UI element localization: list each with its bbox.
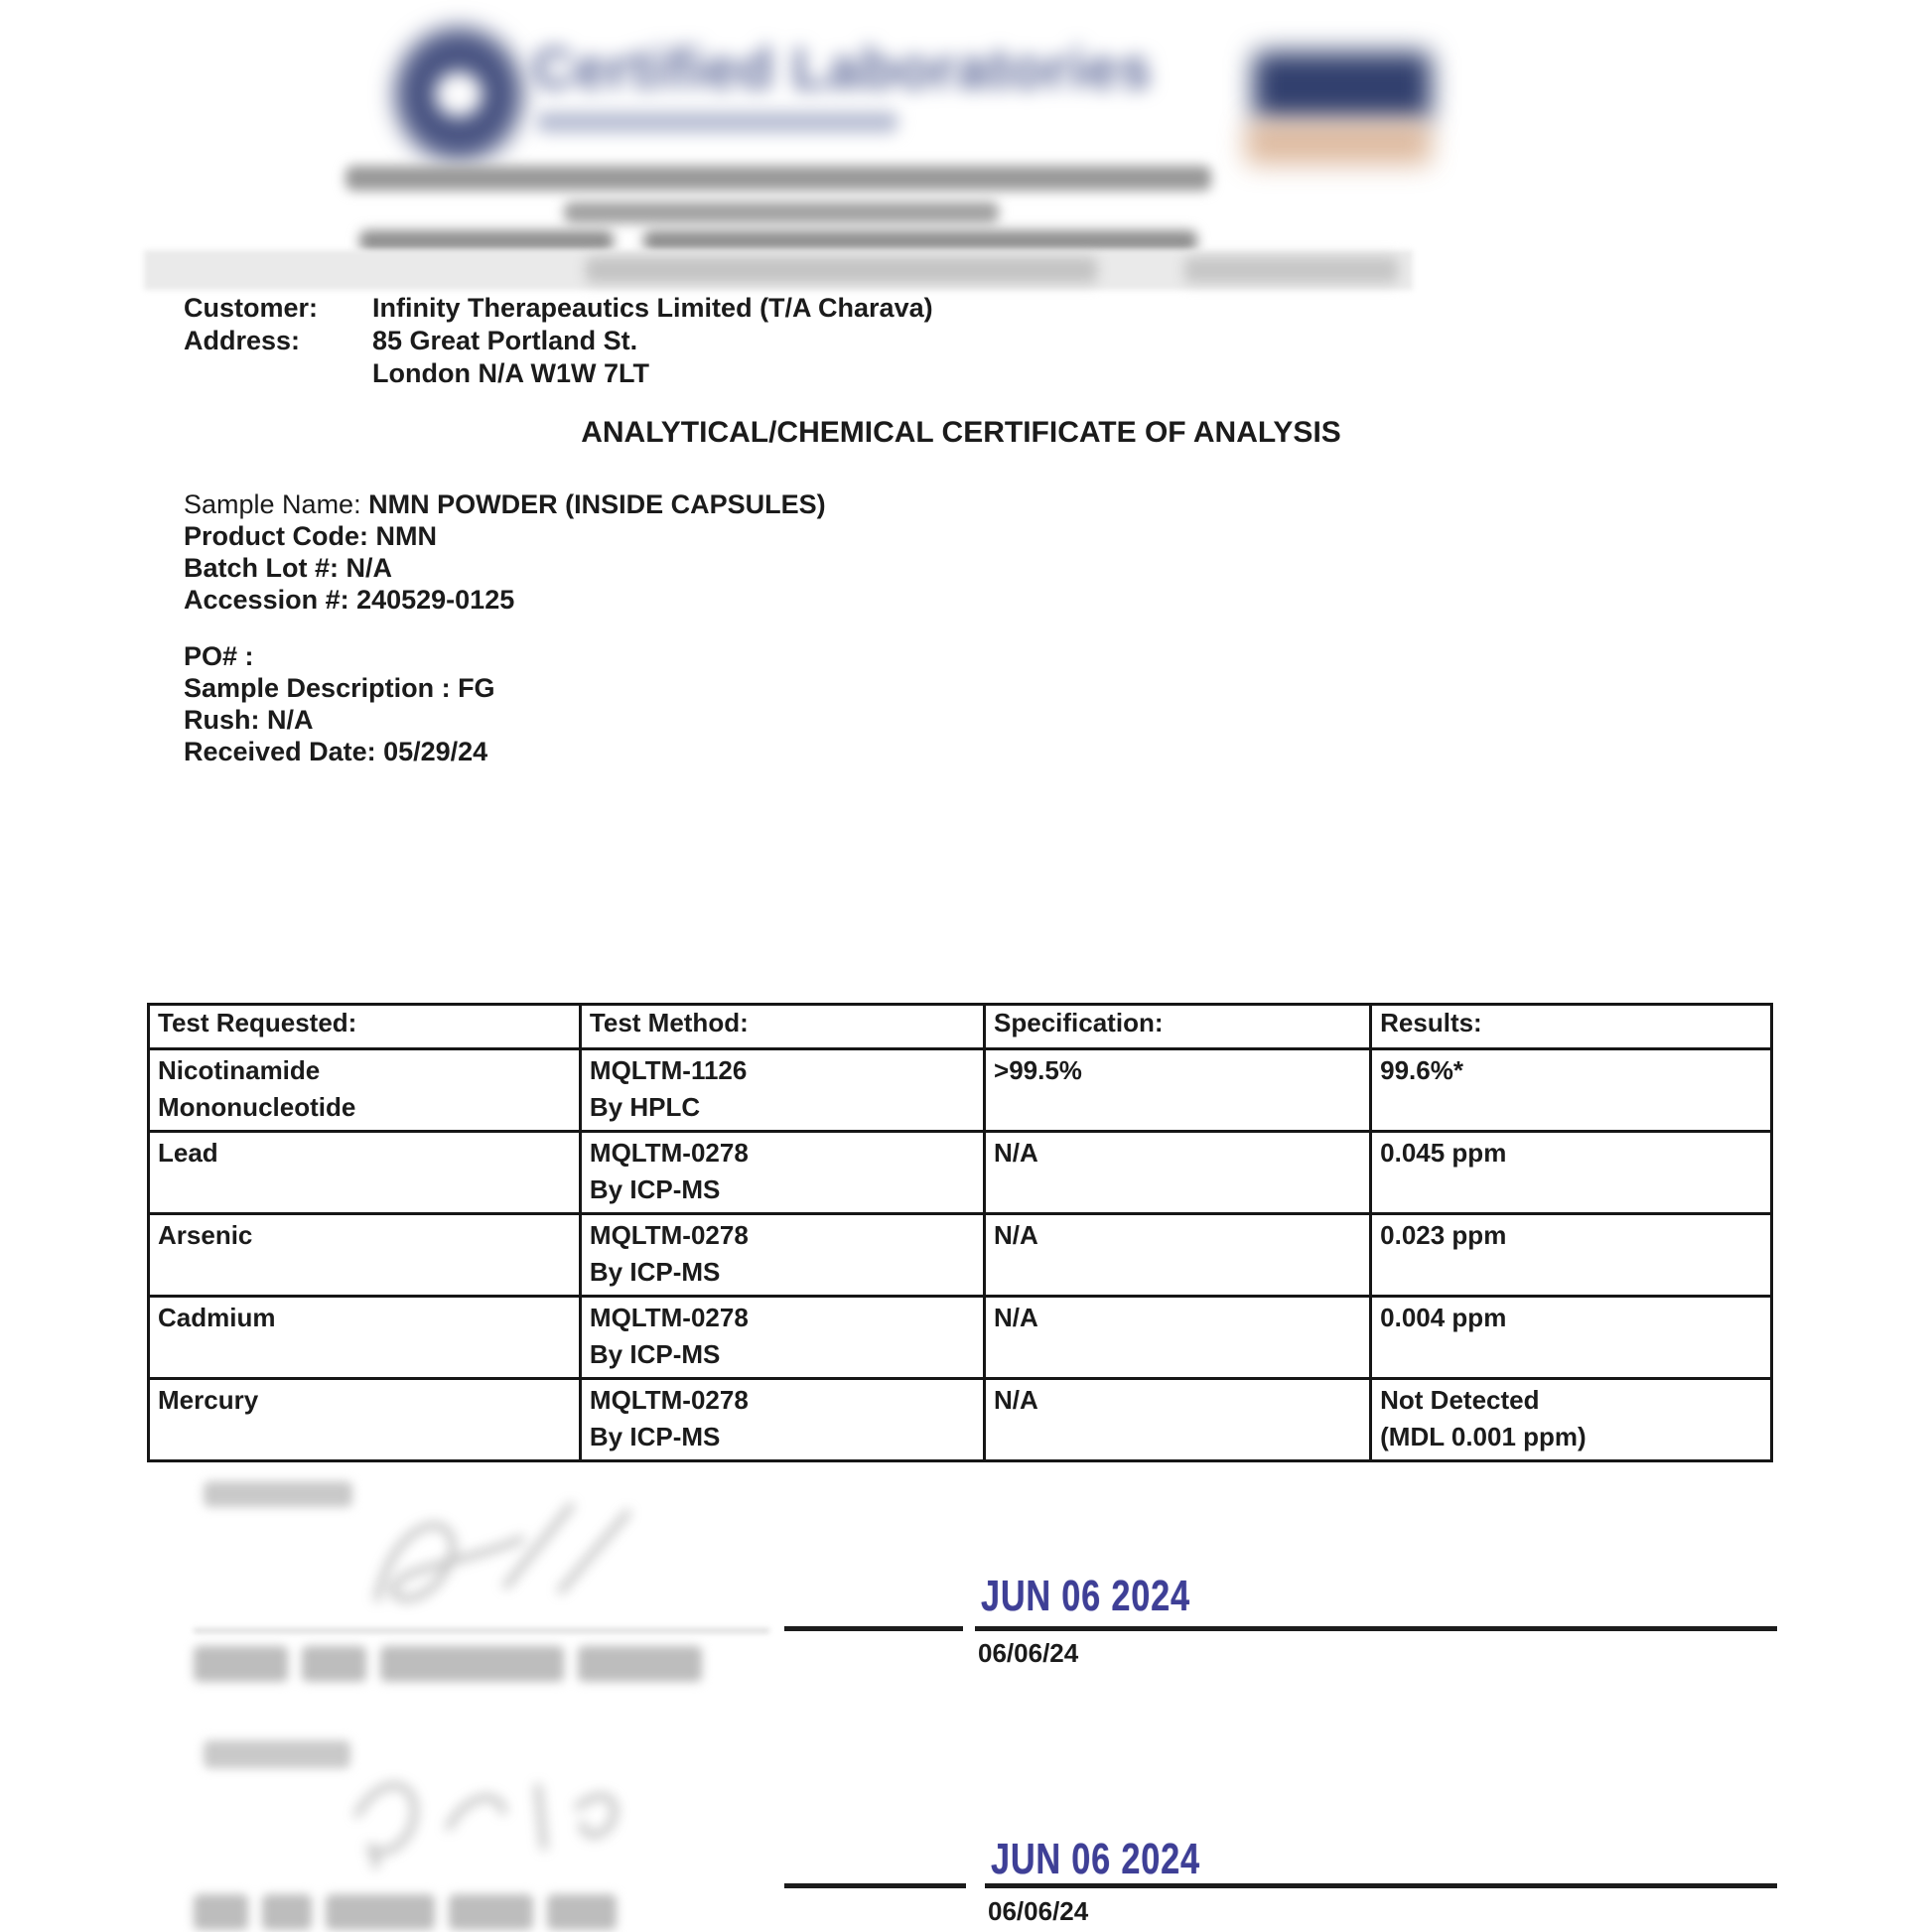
lab-wordmark-subtitle-blur (536, 111, 898, 133)
customer-name: Infinity Therapeautics Limited (T/A Charava) (372, 293, 933, 323)
cell-line: N/A (994, 1303, 1038, 1332)
cell-method (580, 1132, 984, 1214)
cell-line: By ICP-MS (589, 1422, 721, 1451)
product-code-line: Product Code: NMN (184, 521, 437, 551)
cell-line: MQLTM-0278 (589, 1303, 749, 1332)
cell-line: (MDL 0.001 ppm) (1380, 1422, 1587, 1451)
date-stamp-1: JUN 06 2024 (981, 1572, 1190, 1620)
po-line: PO# : (184, 641, 254, 671)
col-header-specification: Specification: (985, 1005, 1371, 1049)
cell-spec (985, 1379, 1371, 1461)
letterhead-contact-blur (643, 230, 1197, 251)
table-row (149, 1297, 1772, 1379)
cell-line: By HPLC (589, 1092, 701, 1122)
letterhead-address-blur (564, 202, 999, 223)
cell-method (580, 1049, 984, 1132)
signer-2-name-blur (194, 1894, 617, 1930)
batch-lot-line: Batch Lot #: N/A (184, 553, 393, 583)
cell-line: Nicotinamide (158, 1055, 321, 1085)
signature-1-line-right (975, 1626, 1777, 1631)
accession-line: Accession #: 240529-0125 (184, 585, 515, 615)
sample-description-line: Sample Description : FG (184, 673, 495, 703)
rush-line: Rush: N/A (184, 705, 314, 735)
order-block (184, 640, 495, 767)
cell-test (149, 1297, 581, 1379)
cell-line: Mononucleotide (158, 1092, 356, 1122)
received-date-line: Received Date: 05/29/24 (184, 737, 488, 766)
date-stamp-2: JUN 06 2024 (991, 1835, 1200, 1883)
table-header-row (149, 1005, 1772, 1049)
cell-spec (985, 1214, 1371, 1297)
col-header-results: Results: (1371, 1005, 1772, 1049)
letterhead-phone-blur (359, 230, 614, 251)
signer-1-name-blur (194, 1646, 702, 1682)
results-table (147, 1003, 1773, 1462)
table-row (149, 1214, 1772, 1297)
cell-method (580, 1214, 984, 1297)
customer-block (184, 292, 933, 390)
cell-line: Arsenic (158, 1220, 253, 1250)
cell-line: Lead (158, 1138, 218, 1168)
signature-1-line-left (784, 1626, 963, 1631)
cell-line: MQLTM-0278 (589, 1385, 749, 1415)
cell-line: N/A (994, 1220, 1038, 1250)
cell-line: MQLTM-0278 (589, 1138, 749, 1168)
cell-result (1371, 1214, 1772, 1297)
sample-name-value: NMN POWDER (INSIDE CAPSULES) (368, 489, 826, 519)
cell-test (149, 1214, 581, 1297)
cell-line: >99.5% (994, 1055, 1082, 1085)
address-line2: London N/A W1W 7LT (372, 358, 649, 388)
prepared-by-label-blur (204, 1481, 352, 1507)
cell-line: By ICP-MS (589, 1339, 721, 1369)
cell-line: 0.045 ppm (1380, 1138, 1507, 1168)
lab-wordmark: Certified Laboratories (532, 37, 1153, 101)
letterhead-divider-band (144, 250, 1413, 290)
page-title: ANALYTICAL/CHEMICAL CERTIFICATE OF ANALYSIS (581, 416, 1341, 449)
band-text-blur-2 (1184, 257, 1398, 283)
signature-2-blur (328, 1749, 675, 1868)
sample-name-label: Sample Name: (184, 489, 361, 519)
cell-test (149, 1379, 581, 1461)
cell-test (149, 1132, 581, 1214)
cell-line: MQLTM-1126 (589, 1055, 748, 1085)
cell-line: 0.023 ppm (1380, 1220, 1507, 1250)
cell-method (580, 1297, 984, 1379)
sample-name-line (184, 488, 826, 520)
table-row (149, 1379, 1772, 1461)
signature-1-blur (338, 1481, 685, 1625)
cell-method (580, 1379, 984, 1461)
cell-spec (985, 1049, 1371, 1132)
cell-spec (985, 1132, 1371, 1214)
cell-result (1371, 1379, 1772, 1461)
table-row (149, 1049, 1772, 1132)
cell-line: By ICP-MS (589, 1257, 721, 1287)
cell-result (1371, 1049, 1772, 1132)
cell-line: Mercury (158, 1385, 259, 1415)
cell-line: Not Detected (1380, 1385, 1540, 1415)
letterhead-tagline-blur (345, 166, 1211, 191)
cell-line: MQLTM-0278 (589, 1220, 749, 1250)
address-line1: 85 Great Portland St. (372, 326, 638, 355)
lab-logo-icon-core (435, 71, 483, 117)
band-text-blur (586, 257, 1097, 283)
cell-line: N/A (994, 1385, 1038, 1415)
accreditation-logo-blur-lower (1245, 121, 1432, 165)
signature-2-line-left (784, 1883, 966, 1888)
customer-label: Customer: (184, 293, 319, 323)
signature-1-line-faded (194, 1628, 769, 1633)
cell-line: 0.004 ppm (1380, 1303, 1507, 1332)
table-row (149, 1132, 1772, 1214)
address-label: Address: (184, 326, 301, 355)
cell-result (1371, 1132, 1772, 1214)
signature-2-date: 06/06/24 (988, 1896, 1089, 1926)
cell-line: 99.6%* (1380, 1055, 1463, 1085)
col-header-test-method: Test Method: (580, 1005, 984, 1049)
cell-spec (985, 1297, 1371, 1379)
accreditation-logo-blur (1253, 52, 1432, 121)
cell-line: N/A (994, 1138, 1038, 1168)
cell-result (1371, 1297, 1772, 1379)
signature-2-line-right (985, 1883, 1777, 1888)
cell-line: By ICP-MS (589, 1174, 721, 1204)
col-header-test-requested: Test Requested: (149, 1005, 581, 1049)
signature-1-date: 06/06/24 (978, 1638, 1079, 1668)
cell-test (149, 1049, 581, 1132)
sample-block (184, 488, 826, 616)
cell-line: Cadmium (158, 1303, 276, 1332)
